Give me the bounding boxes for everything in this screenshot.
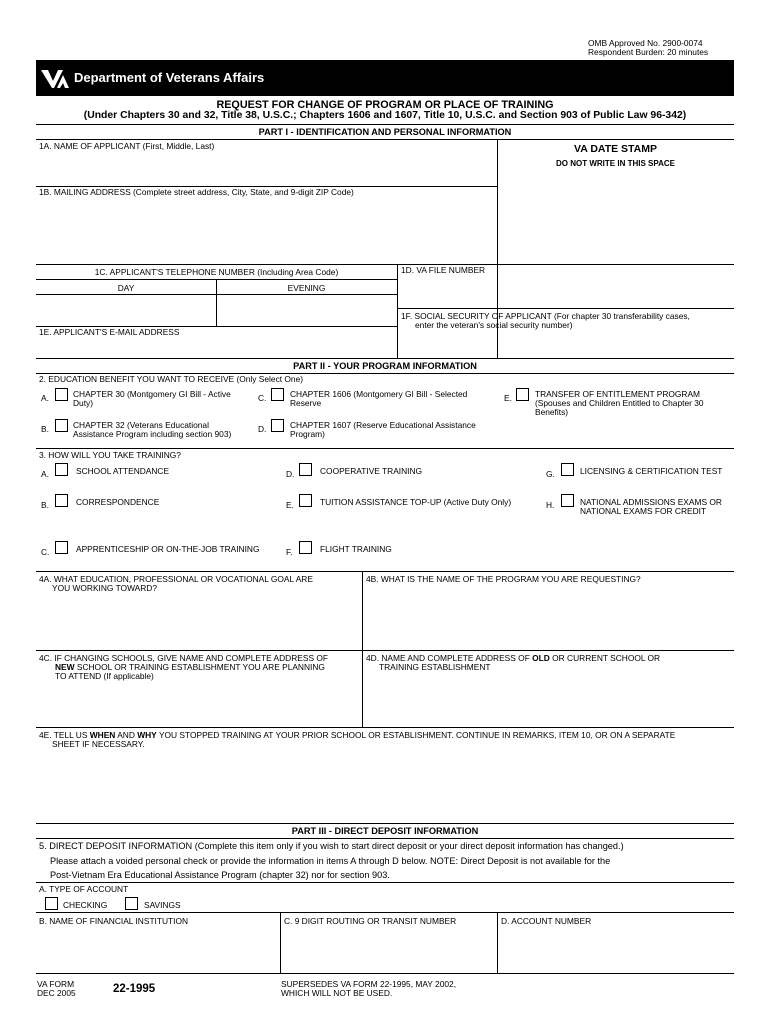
account-type-label: A. TYPE OF ACCOUNT [39, 884, 129, 894]
goal-field[interactable] [36, 594, 362, 650]
account-number-field[interactable] [498, 927, 734, 973]
training-e-label: TUITION ASSISTANCE TOP-UP (Active Duty Only) [320, 497, 512, 507]
training-g-letter: G. [546, 469, 555, 479]
applicant-name-field[interactable] [36, 151, 497, 186]
new-emphasis: NEW [55, 662, 75, 672]
question-5-label-3: Post-Vietnam Era Educational Assistance Program (chapter 32) nor for section 903. [50, 870, 390, 880]
benefit-a-label: CHAPTER 30 (Montgomery GI Bill - Active [73, 389, 231, 399]
why-emphasis: WHY [137, 730, 157, 740]
question-5-label-2: Please attach a voided personal check or provide the information in items A through D below. NOTE: Direct Deposit is not available for the [50, 856, 611, 866]
training-g-label: LICENSING & CERTIFICATION TEST [580, 466, 723, 476]
training-f-label: FLIGHT TRAINING [320, 544, 392, 554]
benefit-b-label: CHAPTER 32 (Veterans Educational [73, 420, 209, 430]
benefit-a-letter: A. [41, 393, 49, 403]
benefit-e-label-2: (Spouses and Children Entitled to Chapter 30 [535, 398, 704, 408]
evening-label: EVENING [287, 283, 326, 293]
field-1a-label: 1A. NAME OF APPLICANT (First, Middle, Last) [39, 141, 215, 151]
savings-checkbox[interactable] [125, 897, 138, 910]
omb-approval: OMB Approved No. 2900-0074 [588, 38, 703, 48]
question-4a-label-2: YOU WORKING TOWARD? [52, 583, 158, 593]
training-b-letter: B. [41, 500, 49, 510]
question-2-label: 2. EDUCATION BENEFIT YOU WANT TO RECEIVE (Only Select One) [39, 374, 304, 384]
training-b-checkbox[interactable] [55, 494, 68, 507]
training-b-label: CORRESPONDENCE [76, 497, 160, 507]
benefit-e-letter: E. [504, 393, 512, 403]
benefit-d-checkbox[interactable] [271, 419, 284, 432]
va-date-stamp-title: VA DATE STAMP [573, 143, 658, 155]
respondent-burden: Respondent Burden: 20 minutes [588, 47, 709, 57]
question-4e-and: AND [115, 730, 138, 740]
question-4d-label-2: TRAINING ESTABLISHMENT [379, 662, 491, 672]
when-emphasis: WHEN [89, 730, 116, 740]
question-3-label: 3. HOW WILL YOU TAKE TRAINING? [39, 450, 181, 460]
training-h-checkbox[interactable] [561, 494, 574, 507]
question-4c-label-3: TO ATTEND (If applicable) [55, 671, 154, 681]
field-1c-label: 1C. APPLICANT'S TELEPHONE NUMBER (Including Area Code) [94, 267, 339, 277]
benefit-d-label-2: Program) [290, 429, 325, 439]
checking-checkbox[interactable] [45, 897, 58, 910]
day-label: DAY [117, 283, 135, 293]
part-3-header: PART III - DIRECT DEPOSIT INFORMATION [36, 823, 734, 839]
savings-label: SAVINGS [144, 900, 181, 910]
day-phone-field[interactable] [36, 295, 216, 326]
question-4c-label: 4C. IF CHANGING SCHOOLS, GIVE NAME AND COMPLETE ADDRESS OF [39, 653, 328, 663]
question-4c-label-2-text: SCHOOL OR TRAINING ESTABLISHMENT YOU ARE PLANNING [74, 662, 325, 672]
benefit-c-checkbox[interactable] [271, 388, 284, 401]
question-4e-pre: 4E. TELL US [39, 730, 90, 740]
question-4e-post: YOU STOPPED TRAINING AT YOUR PRIOR SCHOOL OR ESTABLISHMENT. CONTINUE IN REMARKS, ITEM 10, OR ON A SEPARATE [156, 730, 676, 740]
question-4e-label-2: SHEET IF NECESSARY. [52, 739, 145, 749]
benefit-b-checkbox[interactable] [55, 419, 68, 432]
va-banner [36, 60, 734, 96]
question-5-label: 5. DIRECT DEPOSIT INFORMATION (Complete this item only if you wish to start direct deposit or your direct deposit information has changed.) [39, 841, 624, 851]
training-d-checkbox[interactable] [299, 463, 312, 476]
mailing-address-field[interactable] [36, 198, 497, 264]
field-1f-label: 1F. SOCIAL SECURITY OF APPLICANT (For chapter 30 transferability cases, [401, 311, 690, 321]
routing-label: C. 9 DIGIT ROUTING OR TRANSIT NUMBER [284, 916, 457, 926]
bank-name-field[interactable] [36, 927, 280, 973]
training-c-checkbox[interactable] [55, 541, 68, 554]
benefit-c-letter: C. [258, 393, 267, 403]
routing-field[interactable] [281, 927, 497, 973]
benefit-e-checkbox[interactable] [516, 388, 529, 401]
benefit-a-label-2: Duty) [73, 398, 94, 408]
supersedes-note: SUPERSEDES VA FORM 22-1995, MAY 2002, [281, 979, 457, 989]
training-c-letter: C. [41, 547, 50, 557]
question-4d-post: OR CURRENT SCHOOL OR [549, 653, 661, 663]
benefit-b-label-2: Assistance Program including section 903) [73, 429, 232, 439]
stopped-training-field[interactable] [36, 750, 734, 823]
question-4b-label: 4B. WHAT IS THE NAME OF THE PROGRAM YOU ARE REQUESTING? [366, 574, 641, 584]
benefit-b-letter: B. [41, 424, 49, 434]
field-1d-label: 1D. VA FILE NUMBER [401, 265, 486, 275]
old-school-field[interactable] [363, 673, 734, 727]
field-1e-label: 1E. APPLICANT'S E-MAIL ADDRESS [39, 327, 180, 337]
checking-label: CHECKING [63, 900, 108, 910]
ssn-field[interactable] [398, 331, 734, 358]
new-school-field[interactable] [36, 682, 362, 727]
training-a-label: SCHOOL ATTENDANCE [76, 466, 170, 476]
part-2-header: PART II - YOUR PROGRAM INFORMATION [36, 358, 734, 374]
supersedes-note-2: WHICH WILL NOT BE USED. [281, 988, 393, 998]
question-4d-pre: 4D. NAME AND COMPLETE ADDRESS OF [366, 653, 533, 663]
va-file-number-field[interactable] [398, 276, 734, 308]
benefit-c-label: CHAPTER 1606 (Montgomery GI Bill - Selected [290, 389, 468, 399]
training-h-letter: H. [546, 500, 555, 510]
training-h-label: NATIONAL ADMISSIONS EXAMS OR [580, 497, 722, 507]
email-field[interactable] [36, 338, 397, 358]
training-a-checkbox[interactable] [55, 463, 68, 476]
training-h-label-2: NATIONAL EXAMS FOR CREDIT [580, 506, 707, 516]
footer-date: DEC 2005 [37, 988, 76, 998]
form-number: 22-1995 [113, 983, 156, 995]
benefit-e-label-3: Benefits) [535, 407, 569, 417]
do-not-write-note: DO NOT WRITE IN THIS SPACE [556, 159, 675, 168]
field-1f-label-2: enter the veteran's social security number) [415, 320, 573, 330]
bank-name-label: B. NAME OF FINANCIAL INSTITUTION [39, 916, 189, 926]
benefit-d-letter: D. [258, 424, 267, 434]
training-f-checkbox[interactable] [299, 541, 312, 554]
banner-title: Department of Veterans Affairs [74, 70, 265, 85]
question-4a-label: 4A. WHAT EDUCATION, PROFESSIONAL OR VOCATIONAL GOAL ARE [39, 574, 313, 584]
training-e-letter: E. [286, 500, 294, 510]
training-d-label: COOPERATIVE TRAINING [320, 466, 423, 476]
training-c-label: APPRENTICESHIP OR ON-THE-JOB TRAINING [76, 544, 260, 554]
part-1-header: PART I - IDENTIFICATION AND PERSONAL INFORMATION [36, 124, 734, 140]
form-title: REQUEST FOR CHANGE OF PROGRAM OR PLACE OF TRAINING [216, 99, 554, 111]
footer-va-form: VA FORM [37, 979, 75, 989]
program-name-field[interactable] [363, 585, 734, 650]
account-number-label: D. ACCOUNT NUMBER [501, 916, 592, 926]
benefit-a-checkbox[interactable] [55, 388, 68, 401]
training-d-letter: D. [286, 469, 295, 479]
form-subtitle: (Under Chapters 30 and 32, Title 38, U.S.C.; Chapters 1606 and 1607, Title 10, U.S.C. and Section 903 of Public Law 96-342) [83, 110, 687, 121]
training-g-checkbox[interactable] [561, 463, 574, 476]
training-e-checkbox[interactable] [299, 494, 312, 507]
benefit-c-label-2: Reserve [290, 398, 322, 408]
benefit-e-label: TRANSFER OF ENTITLEMENT PROGRAM [535, 389, 701, 399]
field-1b-label: 1B. MAILING ADDRESS (Complete street address, City, State, and 9-digit ZIP Code) [39, 187, 354, 197]
old-emphasis: OLD [532, 653, 550, 663]
training-a-letter: A. [41, 469, 49, 479]
va-logo-icon [40, 67, 70, 89]
evening-phone-field[interactable] [217, 295, 397, 326]
benefit-d-label: CHAPTER 1607 (Reserve Educational Assistance [290, 420, 476, 430]
training-f-letter: F. [286, 547, 293, 557]
